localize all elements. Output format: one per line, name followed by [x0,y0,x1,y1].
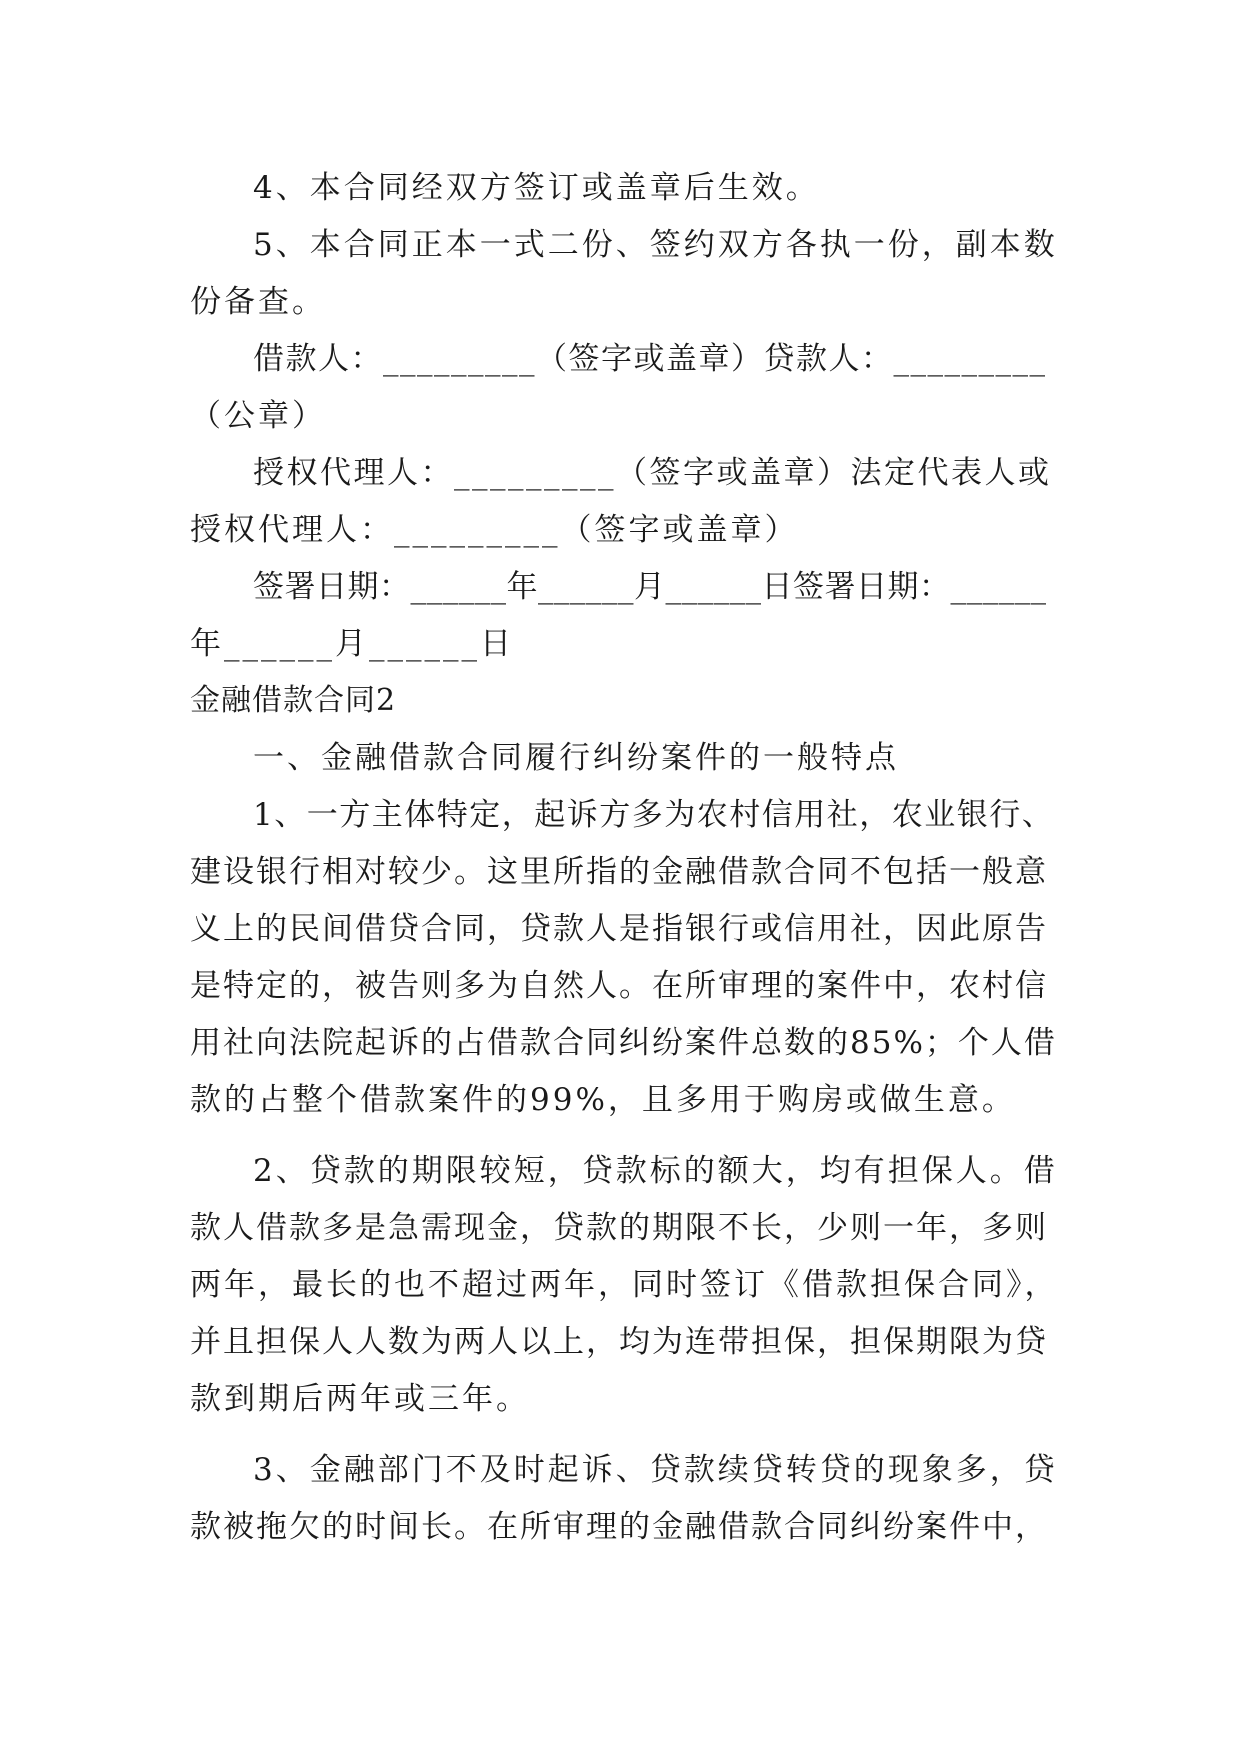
paragraph-1-line-5: 用社向法院起诉的占借款合同纠纷案件总数的85%；个人借 [190,1025,1057,1061]
paragraph-1-line-2: 建设银行相对较少。这里所指的金融借款合同不包括一般意 [190,854,1048,890]
paragraph-3-line-1: 3、金融部门不及时起诉、贷款续贷转贷的现象多，贷 [253,1452,1058,1488]
section-title: 金融借款合同2 [190,683,397,718]
paragraph-1-line-1: 1、一方主体特定，起诉方多为农村信用社，农业银行、 [253,797,1055,833]
clause-5-line-1: 5、本合同正本一式二份、签约双方各执一份，副本数 [253,227,1058,263]
paragraph-2-line-2: 款人借款多是急需现金，贷款的期限不长，少则一年，多则 [190,1210,1048,1246]
paragraph-2-line-3: 两年，最长的也不超过两年，同时签订《借款担保合同》， [190,1267,1059,1303]
paragraph-2-line-1: 2、贷款的期限较短，贷款标的额大，均有担保人。借 [253,1153,1058,1189]
paragraph-3-line-2: 款被拖欠的时间长。在所审理的金融借款合同纠纷案件中， [190,1509,1048,1545]
signature-borrower-lender-line: 借款人：_________（签字或盖章）贷款人：_________ [253,341,1047,377]
signing-date-line-1: 签署日期：______年______月______日签署日期：______ [253,569,1047,605]
paragraph-2-line-4: 并且担保人人数为两人以上，均为连带担保，担保期限为贷 [190,1324,1048,1360]
subsection-heading: 一、金融借款合同履行纠纷案件的一般特点 [253,740,899,776]
clause-4-line: 4、本合同经双方签订或盖章后生效。 [253,170,820,206]
clause-5-line-2: 份备查。 [190,284,326,320]
signature-agent-line-2: 授权代理人：_________（签字或盖章） [190,512,799,548]
paragraph-2-line-5: 款到期后两年或三年。 [190,1381,530,1417]
signature-agent-line-1: 授权代理人：_________（签字或盖章）法定代表人或 [253,455,1052,491]
paragraph-1-line-6: 款的占整个借款案件的99%，且多用于购房或做生意。 [190,1082,1016,1118]
paragraph-1-line-4: 是特定的，被告则多为自然人。在所审理的案件中，农村信 [190,968,1048,1004]
signing-date-line-2: 年______月______日 [190,626,514,662]
paragraph-1-line-3: 义上的民间借贷合同，贷款人是指银行或信用社，因此原告 [190,911,1048,947]
signature-seal-line: （公章） [190,398,326,434]
